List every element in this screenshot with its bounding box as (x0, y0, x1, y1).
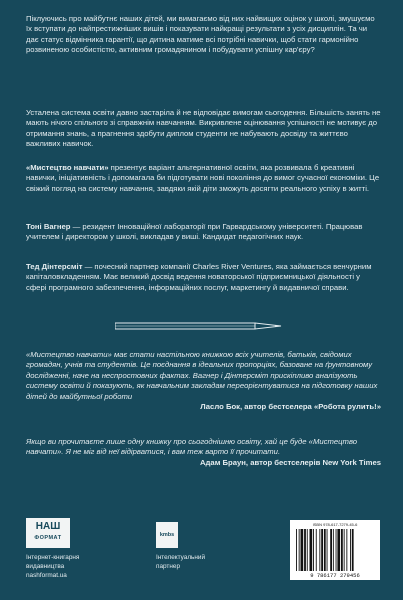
barcode-bar (337, 529, 340, 571)
author-name: Тед Дінтерсміт (26, 262, 83, 271)
pencil-icon (115, 320, 287, 332)
barcode-bar (336, 529, 337, 571)
problem-paragraph: Усталена система освіти давно застаріла й не відповідає вимогам сьогодення. Більшість занять не мають нічого спільного зі справжнім навчанням. Викривлене оцінювання успішності не мотивує до отримання знань, а прагнення здобути диплом студенти не набувають досвіду та життєво важливих навичок. (26, 108, 381, 149)
kmbs-logo: kmbs (156, 522, 178, 548)
nash-format-logo: НАШ ФОРМАТ (26, 518, 76, 548)
barcode-bar (310, 529, 313, 571)
barcode-bar (319, 529, 320, 571)
book-title: «Мистецтво навчати» (26, 163, 109, 172)
barcode-bar (350, 529, 351, 571)
barcode-bar (327, 529, 328, 571)
barcode-bar (313, 529, 314, 571)
barcode-bar (316, 529, 317, 571)
barcode-number: 9 786177 279456 (310, 572, 360, 579)
barcode-bar (330, 529, 332, 571)
barcode-bar (341, 529, 343, 571)
barcode-bar (304, 529, 306, 571)
author-bio-wagner: Тоні Вагнер — резидент Інноваційної лабораторії при Гарвардському університеті. Працював учителем і директором у школі, викладав у виші. Кандидат педагогічних наук. (26, 222, 363, 242)
barcode (290, 520, 380, 580)
barcode-bar (296, 529, 297, 571)
review-quote-brown: Якщо ви прочитаєте лише одну книжку про сьогоднішню освіту, хай це буде «Мистецтво навчати». Я не міг від неї відірватися, і вам теж варто її прочитати. Адам Браун, автор бестселерів New York Times (26, 437, 381, 467)
book-summary-paragraph: «Мистецтво навчати» презентує варіант альтернативної освіти, яка розвивала б креативні навички, ініціативність і допомагала би підготувати нові покоління до вимог сучасної економіки. Це свіжий погляд на систему навчання, завдяки якій діти зможуть досягти реального успіху в житті. (26, 163, 380, 193)
partner-info: Інтелектуальний партнер (156, 554, 206, 570)
barcode-bar (333, 529, 334, 571)
publisher-info: Інтернет-книгарня видавництва nashformat.ua (26, 554, 80, 579)
barcode-bar (301, 529, 304, 571)
barcode-bar (299, 529, 300, 571)
review-quote-bock: «Мистецтво навчати» має стати настільною книжкою всіх учителів, батьків, свідомих громадян, учнів та студентів. Це поєднання в ідеальних пропорціях, базоване на ґрунтовному дослідженні, наче на неспростовних фактах. Вагнер і Дінтерсміт прискіпливо аналізують систему освіти й показують, як навчальним закладам переорієнтуватися на підготовку наших дітей до майбутньої роботи Ласло Бок, автор бестселера «Робота рулить!» (26, 350, 381, 412)
intro-paragraph: Піклуючись про майбутнє наших дітей, ми вимагаємо від них найвищих оцінок у школі, змушуємо їх вступати до найпрестижніших вишів і показувати найкращі результати з усіх дисциплін. Та чи дає статус відмінника гарантії, що дитина матиме всі потрібні навички, щоб стати гармонійно розвиненою особистістю, активним громадянином і побудувати успішну кар'єру? (26, 14, 375, 55)
barcode-bar (352, 529, 354, 571)
isbn-label: ISBN 978-617-7279-45-6 (312, 522, 358, 527)
barcode-bar (346, 529, 347, 571)
quote-citation: Ласло Бок, автор бестселера «Робота рулить!» (200, 402, 381, 412)
barcode-bar (324, 529, 326, 571)
barcode-bars (296, 529, 374, 571)
barcode-bar (321, 529, 323, 571)
barcode-bar (307, 529, 308, 571)
author-bio-dintersmith: Тед Дінтерсміт — почесний партнер компанії Charles River Ventures, яка займається венчурним капіталовкладенням. Має великий досвід ведення новаторської підприємницької діяльності у сфері програмного забезпечення, інформаційних послуг, маркетингу й видавничої справи. (26, 262, 372, 292)
author-name: Тоні Вагнер (26, 222, 71, 231)
quote-citation: Адам Браун, автор бестселерів New York Times (199, 457, 381, 467)
barcode-bar (344, 529, 345, 571)
